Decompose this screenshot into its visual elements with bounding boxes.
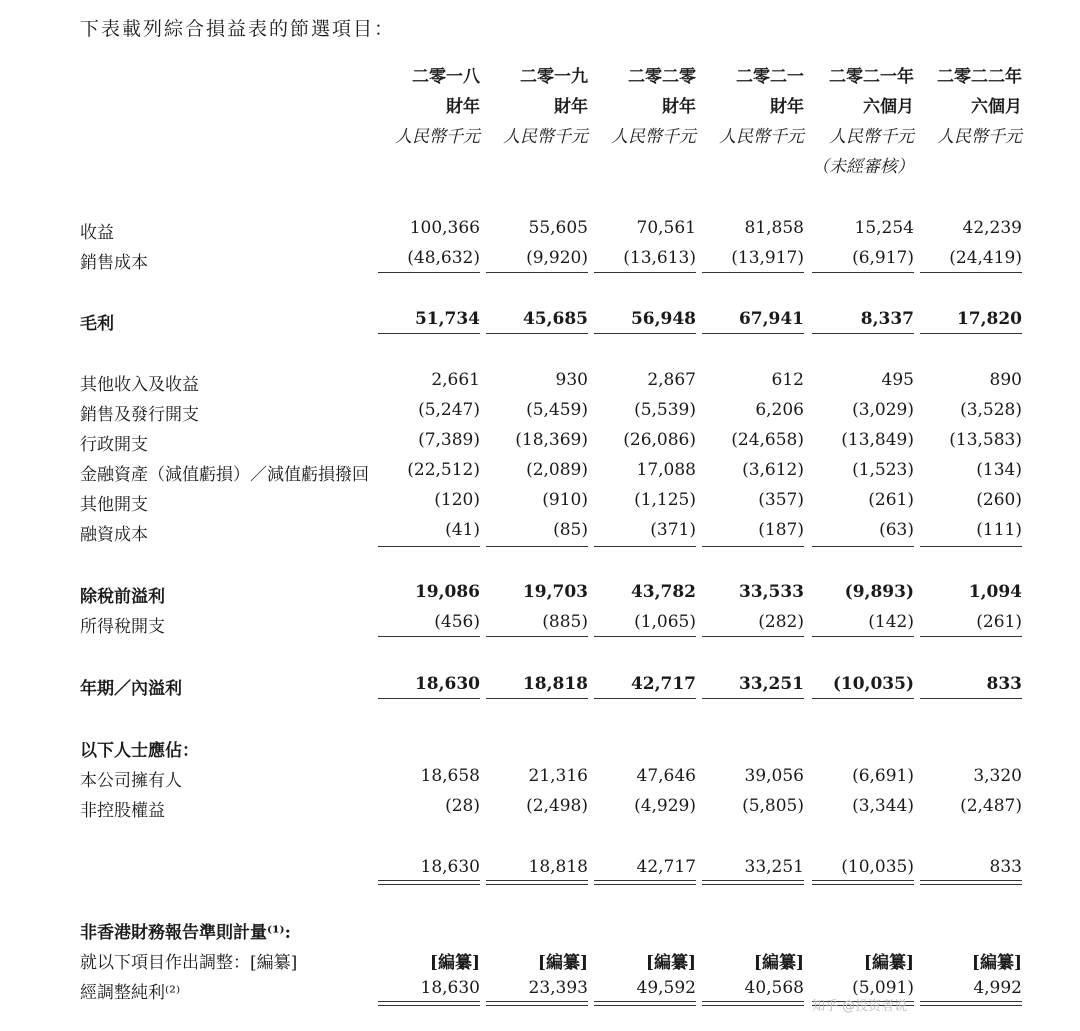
row-label: 本公司擁有人 bbox=[80, 771, 182, 791]
table-cell: 51,734 bbox=[414, 309, 480, 329]
subtotal-rule bbox=[702, 698, 804, 699]
subtotal-rule bbox=[486, 272, 588, 273]
row-label: 毛利 bbox=[80, 314, 114, 334]
table-cell: (111) bbox=[976, 520, 1022, 540]
table-row bbox=[0, 944, 1080, 974]
subtotal-rule bbox=[812, 636, 914, 637]
table-cell: 40,568 bbox=[744, 978, 804, 998]
table-cell: 18,818 bbox=[528, 857, 588, 877]
table-cell: 19,703 bbox=[522, 582, 588, 602]
table-cell: 81,858 bbox=[744, 218, 804, 238]
subtotal-rule bbox=[702, 546, 804, 547]
table-cell: 100,366 bbox=[409, 218, 480, 238]
column-header-line: 財年 bbox=[554, 97, 588, 117]
table-cell: (2,487) bbox=[960, 796, 1022, 816]
subtotal-rule bbox=[920, 698, 1022, 699]
row-label: 年期／內溢利 bbox=[80, 679, 182, 699]
table-cell: 33,251 bbox=[744, 857, 804, 877]
table-row bbox=[0, 914, 1080, 944]
table-cell: 39,056 bbox=[744, 766, 804, 786]
table-cell: (9,893) bbox=[844, 582, 914, 602]
row-label: 所得稅開支 bbox=[80, 617, 165, 637]
table-cell: 42,717 bbox=[630, 674, 696, 694]
table-cell: (4,929) bbox=[634, 796, 696, 816]
row-label: 以下人士應佔： bbox=[80, 741, 199, 761]
table-cell: (13,849) bbox=[841, 430, 914, 450]
table-cell: (5,091) bbox=[852, 978, 914, 998]
table-row bbox=[0, 974, 1080, 1004]
column-header-line: 人民幣千元 bbox=[719, 127, 804, 147]
table-cell: (371) bbox=[650, 520, 696, 540]
table-row bbox=[0, 792, 1080, 822]
row-label: 融資成本 bbox=[80, 525, 148, 545]
table-cell: (134) bbox=[976, 460, 1022, 480]
subtotal-rule bbox=[594, 636, 696, 637]
table-cell: 18,630 bbox=[420, 978, 480, 998]
table-cell: (357) bbox=[758, 490, 804, 510]
table-cell: 18,658 bbox=[420, 766, 480, 786]
table-cell: 2,661 bbox=[431, 370, 480, 390]
table-row bbox=[0, 732, 1080, 762]
table-cell: [編纂] bbox=[971, 953, 1022, 973]
column-header-line: （未經審核） bbox=[812, 157, 914, 177]
table-row bbox=[0, 516, 1080, 546]
table-cell: (5,539) bbox=[634, 400, 696, 420]
table-cell: (85) bbox=[553, 520, 588, 540]
table-cell: 3,320 bbox=[973, 766, 1022, 786]
table-row bbox=[0, 305, 1080, 335]
column-header-line: 財年 bbox=[662, 97, 696, 117]
table-cell: (6,917) bbox=[852, 248, 914, 268]
table-cell: 18,818 bbox=[522, 674, 588, 694]
table-row bbox=[0, 853, 1080, 883]
subtotal-rule bbox=[702, 636, 804, 637]
column-header-line: 二零一九 bbox=[520, 67, 588, 87]
table-cell: [編纂] bbox=[863, 953, 914, 973]
table-cell: (9,920) bbox=[526, 248, 588, 268]
subtotal-rule bbox=[378, 546, 480, 547]
table-cell: (5,459) bbox=[526, 400, 588, 420]
column-header-line: 二零一八 bbox=[412, 67, 480, 87]
table-cell: 55,605 bbox=[528, 218, 588, 238]
intro-text: 下表載列綜合損益表的節選項目： bbox=[80, 18, 396, 40]
table-cell: (2,498) bbox=[526, 796, 588, 816]
table-cell: 15,254 bbox=[854, 218, 914, 238]
watermark: 知乎 @投资者说 bbox=[812, 999, 908, 1014]
column-header-line: 二零二一年 bbox=[829, 67, 914, 87]
total-double-rule bbox=[486, 880, 588, 885]
column-header-5 bbox=[914, 62, 1022, 152]
subtotal-rule bbox=[702, 333, 804, 334]
table-cell: (456) bbox=[434, 612, 480, 632]
row-label: 其他收入及收益 bbox=[80, 375, 199, 395]
column-header-line: 人民幣千元 bbox=[829, 127, 914, 147]
table-cell: [編纂] bbox=[537, 953, 588, 973]
table-cell: (5,805) bbox=[742, 796, 804, 816]
column-header-1 bbox=[480, 62, 588, 152]
table-row bbox=[0, 456, 1080, 486]
column-header-3 bbox=[696, 62, 804, 152]
table-cell: (910) bbox=[542, 490, 588, 510]
table-cell: (48,632) bbox=[407, 248, 480, 268]
subtotal-rule bbox=[378, 698, 480, 699]
table-cell: 23,393 bbox=[528, 978, 588, 998]
subtotal-rule bbox=[812, 546, 914, 547]
table-cell: (26,086) bbox=[623, 430, 696, 450]
table-cell: (3,612) bbox=[742, 460, 804, 480]
table-row bbox=[0, 670, 1080, 700]
table-cell: 1,094 bbox=[968, 582, 1022, 602]
column-header-line: 人民幣千元 bbox=[937, 127, 1022, 147]
table-cell: 17,088 bbox=[636, 460, 696, 480]
table-row bbox=[0, 214, 1080, 244]
table-cell: 495 bbox=[881, 370, 914, 390]
subtotal-rule bbox=[378, 333, 480, 334]
column-header-line: 人民幣千元 bbox=[503, 127, 588, 147]
row-label: 金融資產（減值虧損）／減值虧損撥回 bbox=[80, 465, 369, 485]
table-cell: (63) bbox=[879, 520, 914, 540]
row-label: 收益 bbox=[80, 223, 114, 243]
table-cell: [編纂] bbox=[645, 953, 696, 973]
subtotal-rule bbox=[378, 272, 480, 273]
subtotal-rule bbox=[812, 698, 914, 699]
table-cell: (142) bbox=[868, 612, 914, 632]
total-double-rule bbox=[702, 880, 804, 885]
table-cell: (282) bbox=[758, 612, 804, 632]
table-cell: 6,206 bbox=[755, 400, 804, 420]
subtotal-rule bbox=[920, 546, 1022, 547]
table-cell: 18,630 bbox=[414, 674, 480, 694]
subtotal-rule bbox=[486, 546, 588, 547]
column-header-2 bbox=[588, 62, 696, 152]
column-header-line: 二零二二年 bbox=[937, 67, 1022, 87]
column-header-line: 人民幣千元 bbox=[611, 127, 696, 147]
row-label: 非香港財務報告準則計量⁽¹⁾: bbox=[80, 923, 291, 943]
table-cell: 33,251 bbox=[738, 674, 804, 694]
table-cell: (885) bbox=[542, 612, 588, 632]
table-row bbox=[0, 762, 1080, 792]
column-header-line: 二零二一 bbox=[736, 67, 804, 87]
table-cell: (1,523) bbox=[852, 460, 914, 480]
table-cell: 49,592 bbox=[636, 978, 696, 998]
table-cell: (120) bbox=[434, 490, 480, 510]
table-cell: (260) bbox=[976, 490, 1022, 510]
subtotal-rule bbox=[920, 333, 1022, 334]
subtotal-rule bbox=[486, 698, 588, 699]
table-row bbox=[0, 396, 1080, 426]
table-cell: (18,369) bbox=[515, 430, 588, 450]
table-row bbox=[0, 608, 1080, 638]
table-row bbox=[0, 426, 1080, 456]
row-label: 就以下項目作出調整：[編纂] bbox=[80, 953, 298, 973]
row-label: 銷售及發行開支 bbox=[80, 405, 199, 425]
table-cell: (13,583) bbox=[949, 430, 1022, 450]
table-cell: (3,029) bbox=[852, 400, 914, 420]
subtotal-rule bbox=[920, 636, 1022, 637]
total-double-rule bbox=[702, 1001, 804, 1006]
table-cell: 612 bbox=[771, 370, 804, 390]
table-cell: (24,658) bbox=[731, 430, 804, 450]
column-header-0 bbox=[372, 62, 480, 152]
column-header-4 bbox=[806, 62, 914, 182]
table-cell: (187) bbox=[758, 520, 804, 540]
table-cell: 33,533 bbox=[738, 582, 804, 602]
table-cell: (261) bbox=[868, 490, 914, 510]
subtotal-rule bbox=[594, 698, 696, 699]
table-cell: 42,239 bbox=[962, 218, 1022, 238]
table-cell: (22,512) bbox=[407, 460, 480, 480]
table-cell: (1,065) bbox=[634, 612, 696, 632]
table-cell: (1,125) bbox=[634, 490, 696, 510]
table-cell: 67,941 bbox=[738, 309, 804, 329]
table-cell: 47,646 bbox=[636, 766, 696, 786]
total-double-rule bbox=[378, 880, 480, 885]
subtotal-rule bbox=[594, 546, 696, 547]
row-label: 行政開支 bbox=[80, 435, 148, 455]
subtotal-rule bbox=[594, 272, 696, 273]
row-label: 經調整純利⁽²⁾ bbox=[80, 983, 181, 1003]
table-cell: (41) bbox=[445, 520, 480, 540]
table-cell: 890 bbox=[989, 370, 1022, 390]
subtotal-rule bbox=[378, 636, 480, 637]
table-cell: 42,717 bbox=[636, 857, 696, 877]
row-label: 其他開支 bbox=[80, 495, 148, 515]
column-header-line: 二零二零 bbox=[628, 67, 696, 87]
table-row bbox=[0, 486, 1080, 516]
table-cell: (5,247) bbox=[418, 400, 480, 420]
column-header-line: 人民幣千元 bbox=[395, 127, 480, 147]
subtotal-rule bbox=[812, 272, 914, 273]
total-double-rule bbox=[920, 880, 1022, 885]
column-header-line: 六個月 bbox=[863, 97, 914, 117]
table-cell: (7,389) bbox=[418, 430, 480, 450]
table-cell: [編纂] bbox=[429, 953, 480, 973]
table-cell: 8,337 bbox=[860, 309, 914, 329]
table-cell: (24,419) bbox=[949, 248, 1022, 268]
table-row bbox=[0, 578, 1080, 608]
row-label: 非控股權益 bbox=[80, 801, 165, 821]
table-cell: 43,782 bbox=[630, 582, 696, 602]
table-cell: 45,685 bbox=[522, 309, 588, 329]
table-cell: 833 bbox=[989, 857, 1022, 877]
table-cell: 21,316 bbox=[528, 766, 588, 786]
total-double-rule bbox=[920, 1001, 1022, 1006]
row-label: 除稅前溢利 bbox=[80, 587, 165, 607]
table-cell: 4,992 bbox=[973, 978, 1022, 998]
table-cell: (28) bbox=[445, 796, 480, 816]
subtotal-rule bbox=[702, 272, 804, 273]
table-cell: 2,867 bbox=[647, 370, 696, 390]
table-cell: 18,630 bbox=[420, 857, 480, 877]
table-cell: 70,561 bbox=[636, 218, 696, 238]
table-cell: 833 bbox=[986, 674, 1022, 694]
subtotal-rule bbox=[594, 333, 696, 334]
subtotal-rule bbox=[486, 636, 588, 637]
table-cell: 56,948 bbox=[630, 309, 696, 329]
table-cell: 19,086 bbox=[414, 582, 480, 602]
subtotal-rule bbox=[920, 272, 1022, 273]
table-row bbox=[0, 366, 1080, 396]
table-cell: 17,820 bbox=[956, 309, 1022, 329]
row-label: 銷售成本 bbox=[80, 253, 148, 273]
total-double-rule bbox=[486, 1001, 588, 1006]
table-cell: (3,528) bbox=[960, 400, 1022, 420]
total-double-rule bbox=[812, 880, 914, 885]
table-cell: (10,035) bbox=[832, 674, 914, 694]
table-cell: (13,613) bbox=[623, 248, 696, 268]
table-cell: (10,035) bbox=[841, 857, 914, 877]
table-cell: (3,344) bbox=[852, 796, 914, 816]
total-double-rule bbox=[594, 1001, 696, 1006]
column-header-line: 六個月 bbox=[971, 97, 1022, 117]
column-header-line: 財年 bbox=[770, 97, 804, 117]
total-double-rule bbox=[378, 1001, 480, 1006]
table-cell: (261) bbox=[976, 612, 1022, 632]
table-cell: (2,089) bbox=[526, 460, 588, 480]
column-header-line: 財年 bbox=[446, 97, 480, 117]
table-cell: (13,917) bbox=[731, 248, 804, 268]
table-cell: [編纂] bbox=[753, 953, 804, 973]
table-row bbox=[0, 244, 1080, 274]
total-double-rule bbox=[594, 880, 696, 885]
table-cell: 930 bbox=[555, 370, 588, 390]
subtotal-rule bbox=[812, 333, 914, 334]
table-cell: (6,691) bbox=[852, 766, 914, 786]
subtotal-rule bbox=[486, 333, 588, 334]
